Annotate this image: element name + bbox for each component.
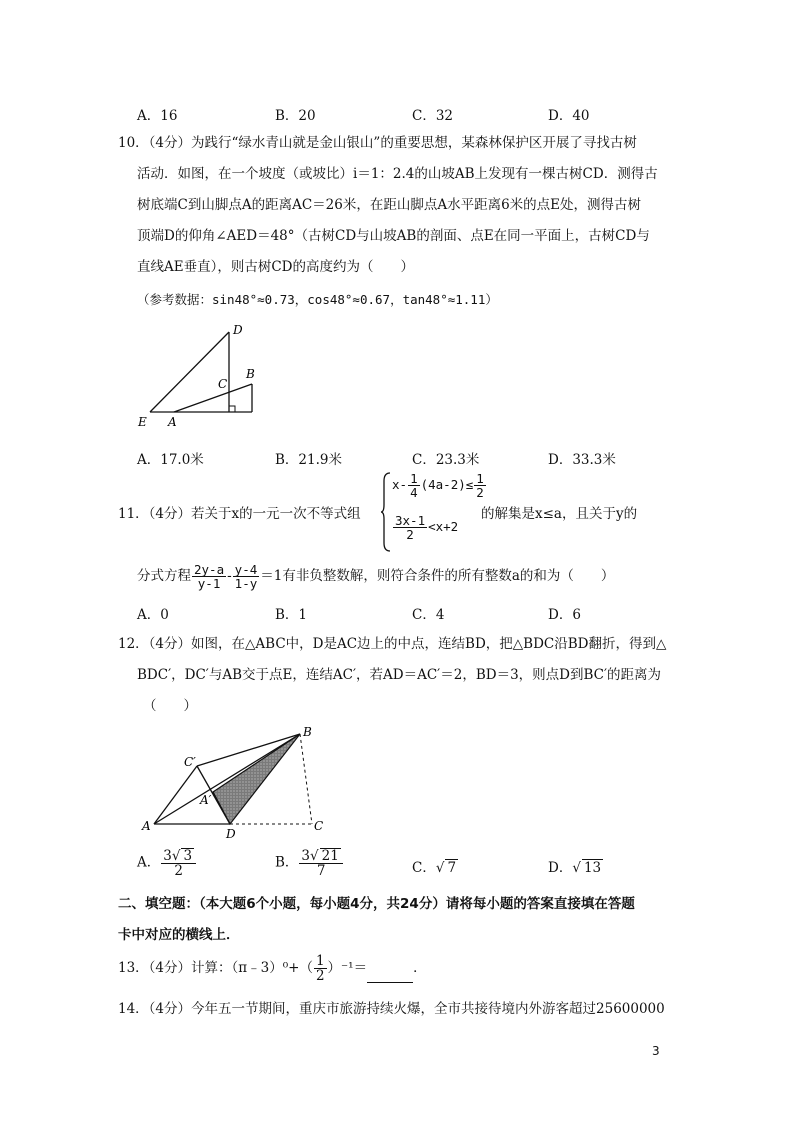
q11-eq-den2: 1-y bbox=[234, 576, 258, 592]
label-d: D bbox=[226, 827, 236, 841]
q12-option-d-radicand: 13 bbox=[583, 860, 602, 876]
page-number: 3 bbox=[652, 1044, 660, 1058]
label-d: D bbox=[233, 323, 243, 337]
q12-option-d: D．√ 13 bbox=[548, 860, 602, 876]
q12-option-a-radicand: 3 bbox=[183, 848, 193, 864]
q12-option-b-den: 7 bbox=[316, 863, 326, 880]
q12-option-b-radicand: 21 bbox=[321, 848, 339, 864]
q13-den: 2 bbox=[315, 968, 325, 985]
q11-eq-num2: y-4 bbox=[234, 562, 258, 577]
label-a: A bbox=[168, 415, 177, 429]
q11-ineq2-num: 3x-1 bbox=[395, 513, 426, 528]
label-c: C bbox=[314, 819, 324, 833]
label-e: E bbox=[138, 415, 147, 429]
q11-ineq2-b: <x+2 bbox=[428, 519, 459, 535]
q12-option-c-radicand: 7 bbox=[447, 860, 457, 876]
q13-end: ． bbox=[413, 960, 427, 977]
q9-option-a: A．16 bbox=[137, 108, 178, 124]
label-a: A bbox=[142, 819, 151, 833]
q12-line-1: 12．（4分）如图，在△ABC中，D是AC边上的中点，连结BD，把△BDC沿BD翻折，得到△ bbox=[118, 636, 667, 652]
q12-option-c: C．√ 7 bbox=[412, 860, 457, 876]
q10-reference-data: （参考数据：sin48°≈0.73，cos48°≈0.67，tan48°≈1.11） bbox=[137, 292, 498, 307]
q13 bbox=[118, 954, 427, 983]
q12-option-a-den: 2 bbox=[174, 863, 183, 880]
label-c: C bbox=[218, 377, 228, 391]
section-2-heading: 二、填空题：（本大题6个小题，每小题4分，共24分）请将每小题的答案直接填在答题 bbox=[118, 896, 635, 912]
q11-option-a: A．0 bbox=[137, 607, 169, 623]
q12-figure bbox=[140, 724, 340, 842]
q11-brace bbox=[380, 471, 392, 553]
q12-option-a-prefix: A． bbox=[137, 854, 161, 871]
q10-line-5: 直线AE垂直），则古树CD的高度约为（ ） bbox=[137, 259, 415, 275]
q12-option-b-coef: 3 bbox=[301, 848, 311, 864]
q13-num: 1 bbox=[315, 953, 325, 969]
q13-suffix: ）⁻¹＝ bbox=[327, 960, 368, 977]
q11-prefix: 11．（4分）若关于x的一元一次不等式组 bbox=[118, 506, 361, 522]
q11-ineq2-den: 2 bbox=[406, 527, 414, 543]
q11-suffix: 的解集是x≤a，且关于y的 bbox=[481, 506, 638, 522]
q10-line-2: 活动．如图，在一个坡度（或坡比）i＝1：2.4的山坡AB上发现有一棵古树CD．测得古 bbox=[137, 166, 658, 182]
q12-option-b-prefix: B． bbox=[275, 854, 299, 871]
q12-option-d-prefix: D． bbox=[548, 860, 573, 876]
line-ac1 bbox=[154, 766, 197, 824]
q12-option-a: A． $\frac{3√ 3}{2}$ bbox=[137, 848, 197, 878]
line-bc-dashed bbox=[300, 734, 312, 824]
q10-option-c: C．23.3米 bbox=[412, 452, 480, 468]
q12-line-2: BDC′，DC′与AB交于点E，连结AC′，若AD＝AC′＝2，BD＝3，则点D到BC′的距离为 bbox=[137, 667, 662, 683]
q9-option-d: D．40 bbox=[548, 108, 590, 124]
q12-option-a-coef: 3 bbox=[163, 848, 172, 864]
q11-option-d: D．6 bbox=[548, 607, 581, 623]
q11-ineq1-rnum: 1 bbox=[476, 471, 484, 486]
q11-eq-num1: 2y-a bbox=[194, 562, 225, 577]
q12-option-c-prefix: C． bbox=[412, 860, 436, 876]
q10-line-4: 顶端D的仰角∠AED＝48°（古树CD与山坡AB的剖面、点E在同一平面上，古树CD与 bbox=[137, 228, 650, 244]
q11-ineq1-rden: 2 bbox=[476, 485, 484, 501]
q11-ineq1-num: 1 bbox=[410, 471, 418, 486]
q10-line-3: 树底端C到山脚点A的距离AC＝26米，在距山脚点A水平距离6米的点E处，测得古树 bbox=[137, 197, 642, 213]
q10-figure bbox=[130, 320, 270, 432]
q10-line-1: 10．（4分）为践行“绿水青山就是金山银山”的重要思想，某森林保护区开展了寻找古树 bbox=[118, 135, 637, 151]
q11-ineq1-b: (4a-2)≤ bbox=[420, 477, 474, 493]
right-angle-mark bbox=[229, 406, 235, 412]
label-c-prime: C′ bbox=[184, 755, 196, 769]
q14-line-1: 14．（4分）今年五一节期间，重庆市旅游持续火爆，全市共接待境内外游客超过25600000 bbox=[118, 1001, 665, 1017]
q9-option-c: C．32 bbox=[412, 108, 454, 124]
q13-prefix: 13．（4分）计算：（π﹣3）⁰+（ bbox=[118, 960, 313, 977]
q12-option-b: B． $\frac{3√ 21}{7}$ bbox=[275, 848, 344, 878]
q11-eq-den1: y-1 bbox=[197, 576, 221, 592]
q11-inequality-2 bbox=[392, 514, 458, 541]
q11-line2-a: 分式方程 bbox=[137, 568, 191, 585]
q12-line-3: （ ） bbox=[143, 698, 197, 714]
section-2-heading-cont: 卡中对应的横线上． bbox=[118, 927, 240, 943]
label-b: B bbox=[303, 725, 312, 739]
q9-option-b: B．20 bbox=[275, 108, 316, 124]
q11-option-c: C．4 bbox=[412, 607, 445, 623]
q11-ineq1-a: x- bbox=[392, 477, 408, 493]
line-slope-ab bbox=[174, 384, 252, 412]
label-a-prime: A′ bbox=[200, 793, 212, 807]
q10-option-d: D．33.3米 bbox=[548, 452, 616, 468]
label-b: B bbox=[246, 367, 255, 381]
q13-answer-blank bbox=[367, 968, 413, 983]
q11-line2-b: ＝1有非负整数解，则符合条件的所有整数a的和为（ ） bbox=[260, 568, 615, 585]
q11-ineq1-den: 4 bbox=[410, 485, 418, 501]
q11-eq-minus: - bbox=[227, 568, 232, 585]
q11-option-b: B．1 bbox=[275, 607, 308, 623]
q10-option-b: B．21.9米 bbox=[275, 452, 342, 468]
q11-inequality-1 bbox=[392, 472, 487, 499]
q11-line-2 bbox=[137, 563, 614, 590]
line-ed bbox=[150, 332, 229, 412]
q10-option-a: A．17.0米 bbox=[137, 452, 204, 468]
